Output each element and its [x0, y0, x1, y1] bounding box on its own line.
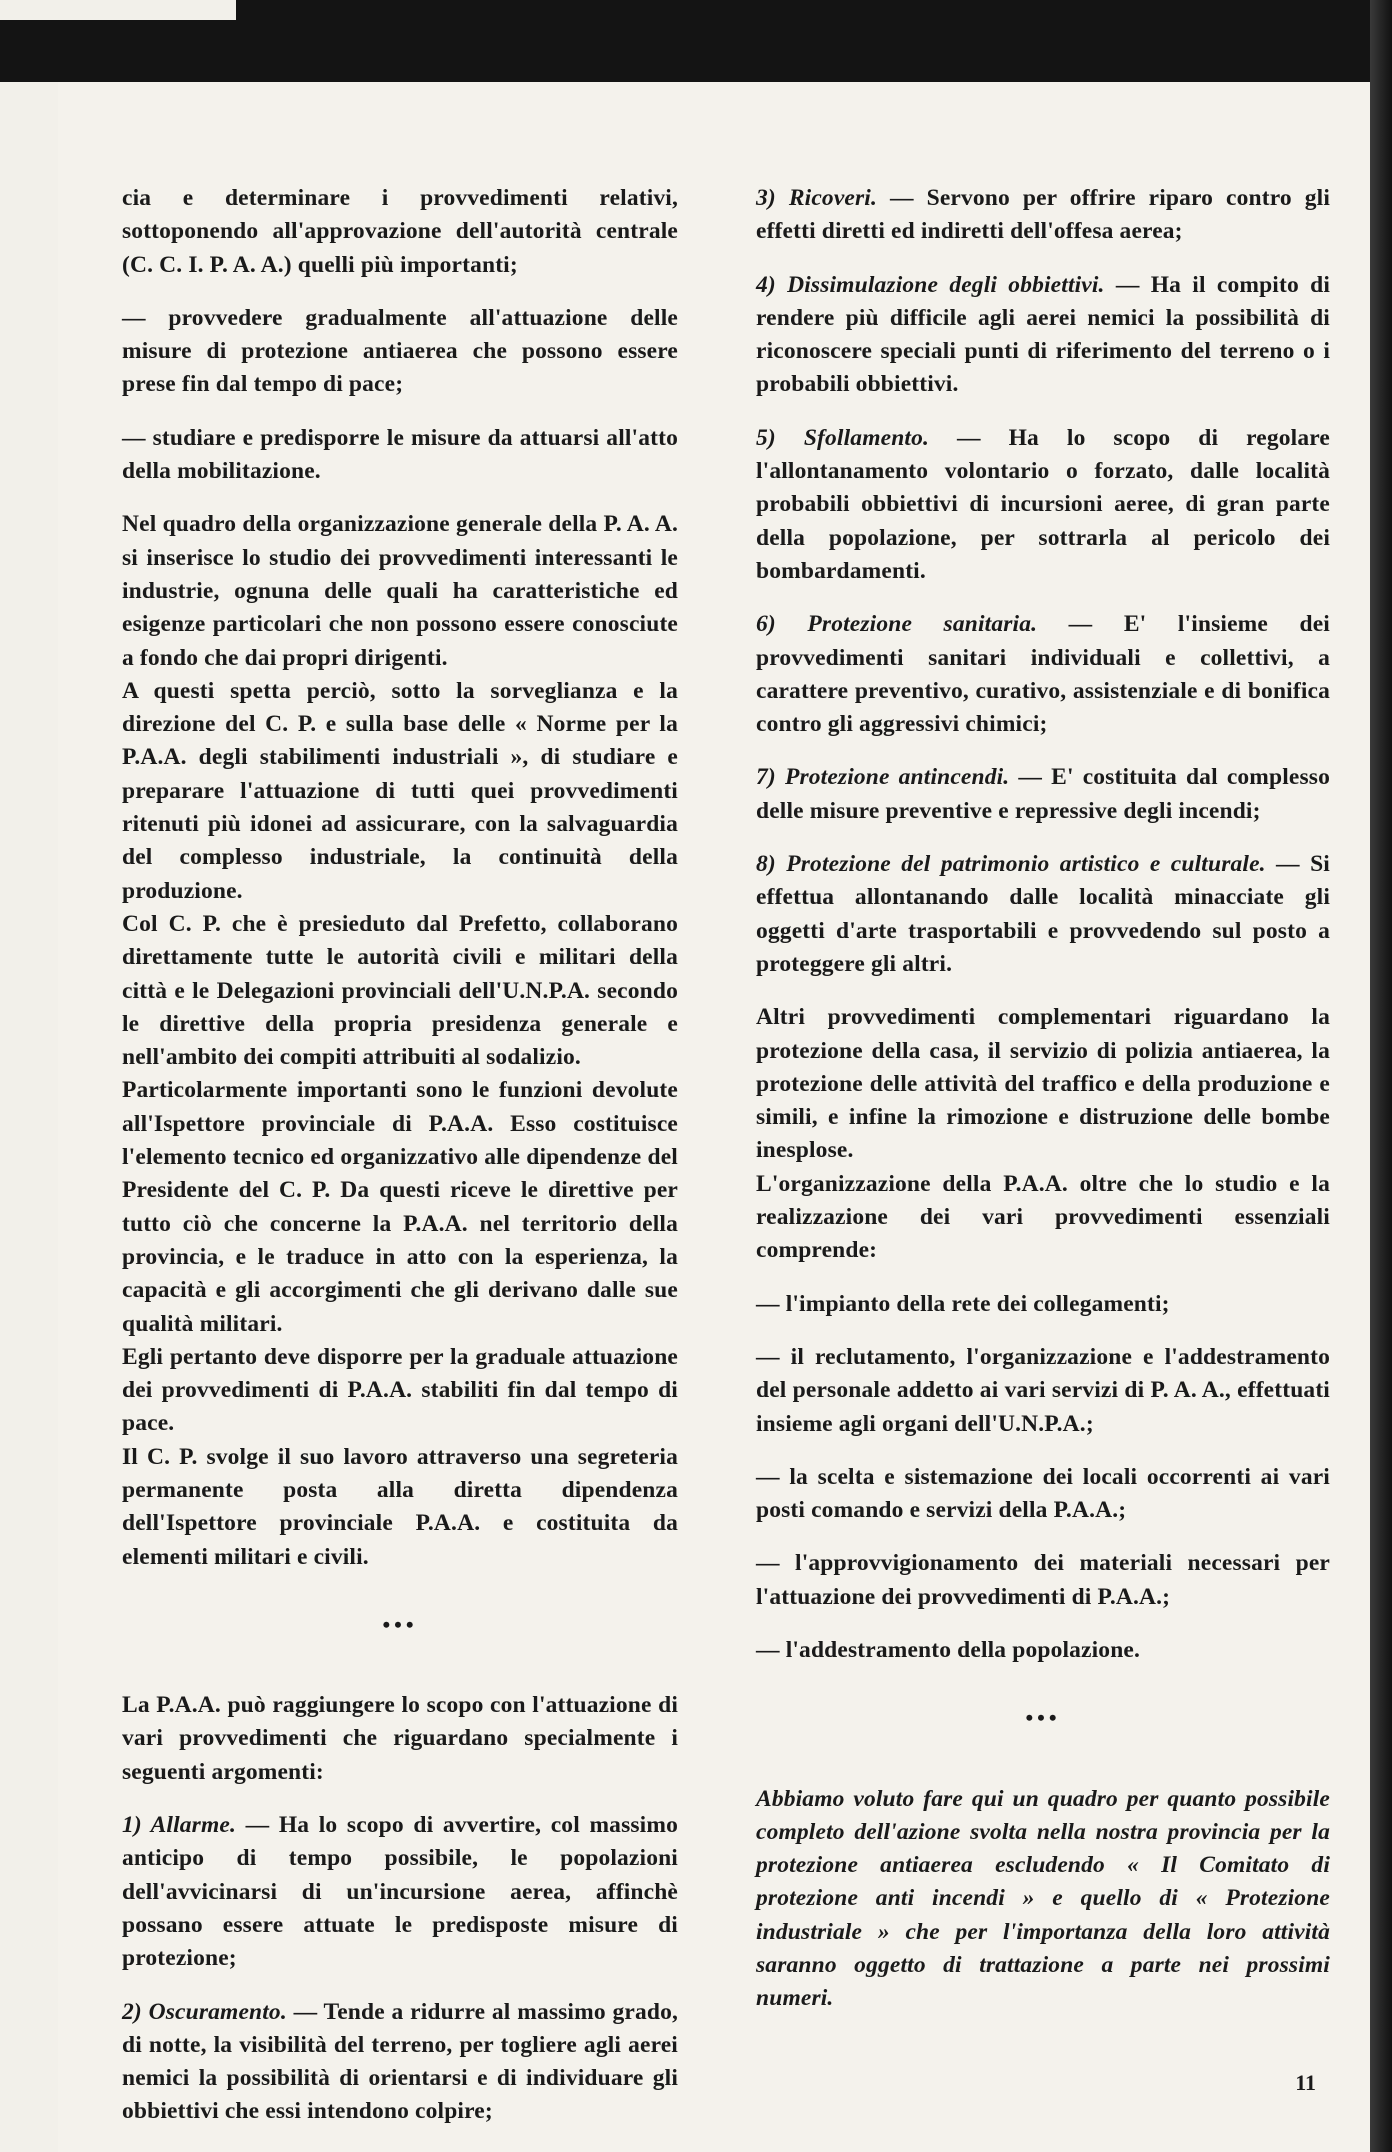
item-text: — E' costituita dal complesso delle misure preventive e repressive degli incendi; — [756, 764, 1330, 824]
numbered-item — [756, 761, 1330, 828]
item-text: — Si effettua allontanando dalle località minacciate gli oggetti d'arte trasportabili e provvedendo sul posto a proteggere gli altri. — [756, 851, 1330, 977]
numbered-item — [122, 1809, 678, 1975]
numbered-item — [756, 608, 1330, 741]
dash-list-item: — la scelta e sistemazione dei locali occorrenti ai vari posti comando e servizi della P.A.A.; — [756, 1461, 1330, 1528]
item-title: 6) Protezione sanitaria. — [756, 611, 1038, 638]
scan-top-notch — [0, 0, 236, 20]
numbered-item — [756, 848, 1330, 981]
right-column — [756, 182, 1330, 2036]
dash-list-item: — studiare e predisporre le misure da attuarsi all'atto della mobilitazione. — [122, 422, 678, 489]
item-text: — E' l'insieme dei provvedimenti sanitari individuali e collettivi, a carattere preventivo, curativo, assistenziale e di bonifica contro gli aggressivi chimici; — [756, 611, 1330, 738]
paragraph: Il C. P. svolge il suo lavoro attraverso una segreteria permanente posta alla diretta dipendenza dell'Ispettore provinciale P.A.A. e costituita da elementi militari e civili. — [122, 1443, 678, 1570]
dash-list-item: — provvedere gradualmente all'attuazione delle misure di protezione antiaerea che possono essere prese fin dal tempo di pace; — [122, 302, 678, 402]
paragraph: Nel quadro della organizzazione generale della P. A. A. si inserisce lo studio dei provvedimenti interessanti le industrie, ognuna delle quali ha caratteristiche ed esigenze particolari che non possono essere conosciute a fondo che dai propri dirigenti. — [122, 511, 678, 671]
dash-list-item: — l'addestramento della popolazione. — [756, 1634, 1330, 1667]
item-title: 5) Sfollamento. — [756, 424, 930, 451]
paragraph: Altri provvedimenti complementari riguardano la protezione della casa, il servizio di polizia antiaerea, la protezione delle attività del traffico e della produzione e simili, e infine la rimozione e distruzione delle bombe inesplose. — [756, 1004, 1330, 1164]
paragraph: Egli pertanto deve disporre per la graduale attuazione dei provvedimenti di P.A.A. stabiliti fin dal tempo di pace. — [122, 1343, 678, 1437]
section-separator: ••• — [1025, 1705, 1061, 1731]
numbered-item — [756, 182, 1330, 249]
item-title: 4) Dissimulazione degli obbiettivi. — [756, 271, 1105, 298]
closing-note: Abbiamo voluto fare qui un quadro per quanto possibile completo dell'azione svolta nella nostra provincia per la protezione antiaerea escludendo « Il Comitato di protezione anti incendi » e quello di « Protezione industriale » che per l'importanza della loro attività saranno oggetto di trattazione a parte nei prossimi numeri. — [756, 1785, 1330, 2012]
numbered-item — [122, 1996, 678, 2129]
item-text: — Ha il compito di rendere più difficile agli aerei nemici la possibilità di riconoscere speciali punti di riferimento del terreno o i probabili obbiettivi. — [756, 271, 1330, 398]
paragraph: Col C. P. che è presieduto dal Prefetto, collaborano direttamente tutte le autorità civili e militari della città e le Delegazioni provinciali dell'U.N.P.A. secondo le direttive della propria presidenza generale e nell'ambito dei compiti attribuiti al sodalizio. — [122, 910, 678, 1071]
item-title: 1) Allarme. — [122, 1812, 236, 1839]
dash-list-item: — il reclutamento, l'organizzazione e l'addestramento del personale addetto ai vari servizi di P. A. A., effettuati insieme agli organi dell'U.N.P.A.; — [756, 1341, 1330, 1441]
item-title: 3) Ricoveri. — [756, 185, 877, 211]
paragraph: L'organizzazione della P.A.A. oltre che lo studio e la realizzazione dei vari provvedimenti essenziali comprende: — [756, 1170, 1330, 1264]
item-title: 8) Protezione del patrimonio artistico e culturale. — [756, 851, 1266, 878]
left-column — [122, 182, 678, 2149]
item-title: 7) Protezione antincendi. — [756, 764, 1010, 791]
item-text: — Servono per offrire riparo contro gli effetti diretti ed indiretti dell'offesa aerea; — [756, 185, 1330, 245]
dash-list-item: — l'approvvigionamento dei materiali necessari per l'attuazione dei provvedimenti di P.A.A.; — [756, 1547, 1330, 1614]
item-text: — Tende a ridurre al massimo grado, di notte, la visibilità del terreno, per togliere agli aerei nemici la possibilità di orientarsi e di individuare gli obbiettivi che essi intendono colpire; — [122, 1998, 678, 2125]
section-separator: ••• — [382, 1611, 418, 1637]
item-text: — Ha lo scopo di regolare l'allontanamento volontario o forzato, dalle località probabili obbiettivi di incursioni aeree, di gran parte della popolazione, per sottrarla al pericolo dei bombardamenti. — [756, 424, 1330, 584]
dash-list-item: — l'impianto della rete dei collegamenti; — [756, 1288, 1330, 1321]
paragraph: La P.A.A. può raggiungere lo scopo con l'attuazione di vari provvedimenti che riguardano specialmente i seguenti argomenti: — [122, 1692, 678, 1785]
document-page — [58, 82, 1370, 2152]
numbered-item — [756, 269, 1330, 402]
item-title: 2) Oscuramento. — [122, 1998, 287, 2025]
scan-right-border — [1370, 0, 1392, 2152]
paragraph: cia e determinare i provvedimenti relativi, sottoponendo all'approvazione dell'autorità centrale (C. C. I. P. A. A.) quelli più importanti; — [122, 185, 678, 278]
paragraph: A questi spetta perciò, sotto la sorveglianza e la direzione del C. P. e sulla base delle « Norme per la P.A.A. degli stabilimenti industriali », di studiare e preparare l'attuazione di tutti quei provvedimenti ritenuti più idonei ad assicurare, con la salvaguardia del complesso industriale, la continuità della produzione. — [122, 677, 678, 904]
page-number: 11 — [1295, 2070, 1316, 2095]
item-text: — Ha lo scopo di avvertire, col massimo anticipo di tempo possibile, le popolazioni dell'avvicinarsi di un'incursione aerea, affinchè possano essere attuate le predisposte misure di protezione; — [122, 1812, 678, 1972]
paragraph: Particolarmente importanti sono le funzioni devolute all'Ispettore provinciale di P.A.A. Esso costituisce l'elemento tecnico ed organizzativo alle dipendenze del Presidente del C. P. Da questi riceve le direttive per tutto ciò che concerne la P.A.A. nel territorio della provincia, e le traduce in atto con la esperienza, la capacità e gli accorgimenti che gli derivano dalle sue qualità militari. — [122, 1077, 678, 1337]
numbered-item — [756, 422, 1330, 588]
